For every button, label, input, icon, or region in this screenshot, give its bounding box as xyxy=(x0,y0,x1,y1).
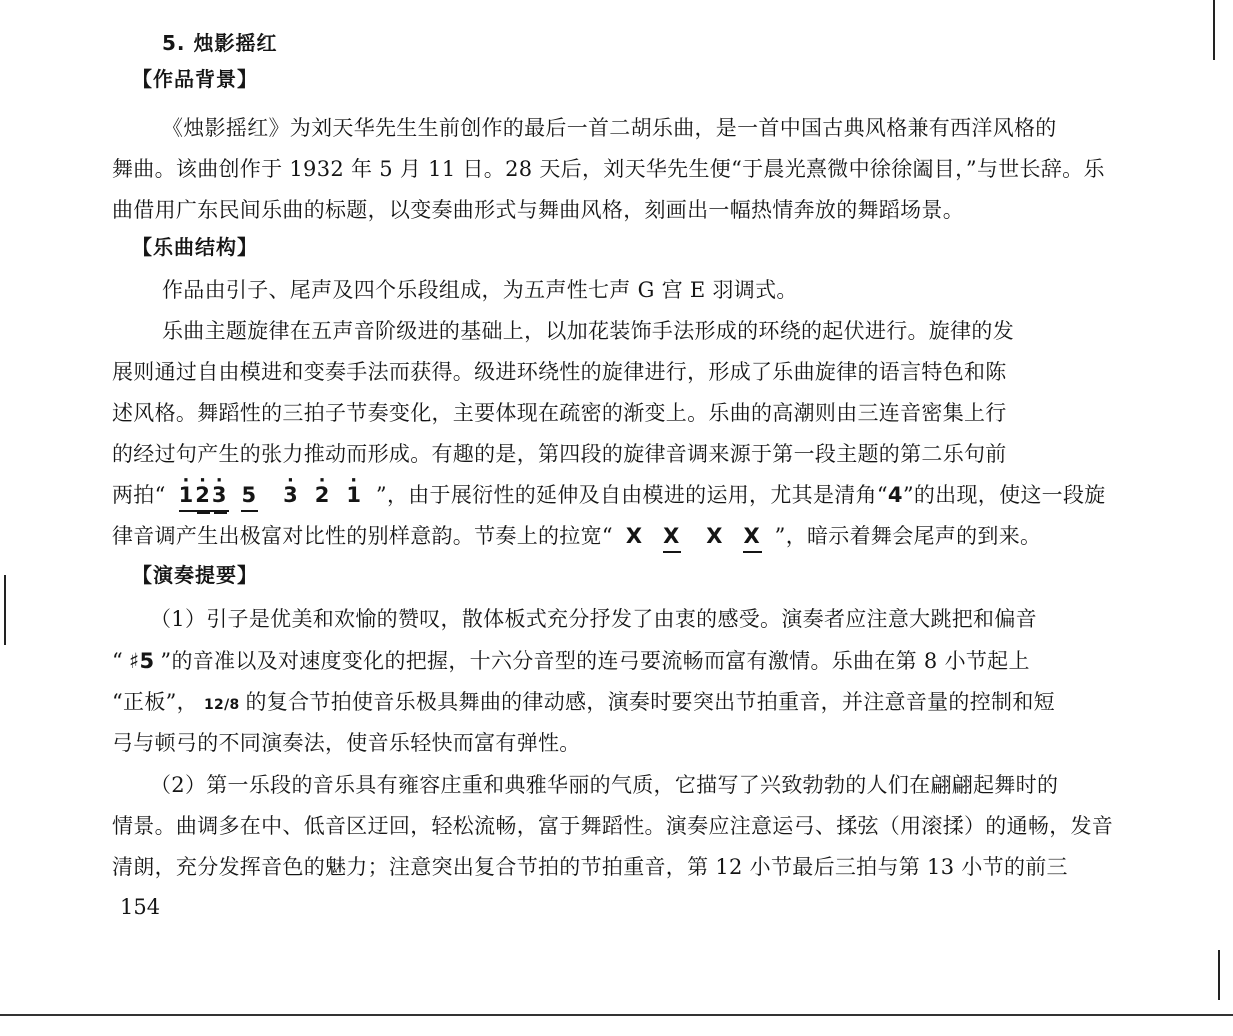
text-fragment: 律音调产生出极富对比性的别样意韵。节奏上的拉宽“ xyxy=(112,524,613,548)
time-signature: 12/8 xyxy=(203,697,240,713)
paragraph-line: 弓与顿弓的不同演奏法，使音乐轻快而富有弹性。 xyxy=(112,731,581,755)
paragraph-line-with-notation xyxy=(112,480,1106,512)
paragraph-line: 作品由引子、尾声及四个乐段组成，为五声性七声 G 宫 E 羽调式。 xyxy=(162,278,798,302)
jianpu-note: 5 xyxy=(241,480,258,512)
text-fragment: ”的音准以及对速度变化的把握，十六分音型的连弓要流畅而富有激情。乐曲在第 8 小节起上 xyxy=(160,649,1030,673)
scan-bottom-line xyxy=(0,1014,1233,1016)
jianpu-note: · 3 xyxy=(283,480,300,510)
paragraph-line: 述风格。舞蹈性的三拍子节奏变化，主要体现在疏密的渐变上。乐曲的高潮则由三连音密集上行 xyxy=(112,401,1007,425)
paragraph-line: 舞曲。该曲创作于 1932 年 5 月 11 日。28 天后，刘天华先生便“于晨光熹微中徐徐阖目，”与世长辞。乐 xyxy=(112,157,1105,181)
jianpu-note: · 3 xyxy=(212,480,229,512)
rhythm-mark: X xyxy=(663,521,681,553)
scan-edge-mark xyxy=(1218,950,1220,1000)
paragraph-line: 清朗，充分发挥音色的魅力；注意突出复合节拍的节拍重音，第 12 小节最后三拍与第 13 小节的前三 xyxy=(112,855,1068,879)
section-title: 5. 烛影摇红 xyxy=(162,31,278,55)
page-number: 154 xyxy=(120,895,161,919)
paragraph-line-with-rhythm xyxy=(112,521,1041,553)
rhythm-mark: X xyxy=(625,524,645,548)
rhythm-mark: X xyxy=(706,524,725,548)
jianpu-note: ♯5 xyxy=(129,649,155,673)
jianpu-note: · 1 xyxy=(179,480,196,512)
heading-performance: 【演奏提要】 xyxy=(132,563,258,587)
scan-edge-mark xyxy=(4,575,6,645)
paragraph-line: 曲借用广东民间乐曲的标题，以变奏曲形式与舞曲风格，刻画出一幅热情奔放的舞蹈场景。 xyxy=(112,198,964,222)
paragraph-line: 乐曲主题旋律在五声音阶级进的基础上，以加花装饰手法形成的环绕的起伏进行。旋律的发 xyxy=(162,319,1014,343)
rhythm-mark: X xyxy=(743,521,761,553)
rhythm-notation xyxy=(626,521,762,553)
paragraph-line-with-note xyxy=(112,646,1030,676)
paragraph-line: 的经过句产生的张力推动而形成。有趣的是，第四段的旋律音调来源于第一段主题的第二乐句前 xyxy=(112,442,1007,466)
scan-edge-mark xyxy=(1213,0,1215,60)
text-fragment: ”，由于展衍性的延伸及自由模进的运用，尤其是清角“ xyxy=(375,483,888,507)
text-fragment: ”的出现，使这一段旋 xyxy=(902,483,1106,507)
jianpu-note: 4 xyxy=(887,483,903,507)
paragraph-line-with-meter xyxy=(112,687,1055,720)
paragraph-line: （1）引子是优美和欢愉的赞叹，散体板式充分抒发了由衷的感受。演奏者应注意大跳把和偏音 xyxy=(150,607,1037,631)
paragraph-line: 展则通过自由模进和变奏手法而获得。级进环绕性的旋律进行，形成了乐曲旋律的语言特色和陈 xyxy=(112,360,1007,384)
paragraph-line: 《烛影摇红》为刘天华先生生前创作的最后一首二胡乐曲，是一首中国古典风格兼有西洋风格的 xyxy=(162,116,1057,140)
heading-structure: 【乐曲结构】 xyxy=(132,235,258,259)
text-fragment: “正板”， xyxy=(112,690,198,714)
text-fragment: 两拍“ xyxy=(112,483,166,507)
heading-background: 【作品背景】 xyxy=(132,67,258,91)
paragraph-line: （2）第一乐段的音乐具有雍容庄重和典雅华丽的气质，它描写了兴致勃勃的人们在翩翩起舞时的 xyxy=(150,773,1059,797)
jianpu-note: · 2 xyxy=(195,480,212,512)
paragraph-line: 情景。曲调多在中、低音区迂回，轻松流畅，富于舞蹈性。演奏应注意运弓、揉弦（用滚揉）的通畅，发音 xyxy=(112,814,1114,838)
text-fragment: 的复合节拍使音乐极具舞曲的律动感，演奏时要突出节拍重音，并注意音量的控制和短 xyxy=(245,690,1055,714)
jianpu-note: · 1 xyxy=(346,480,363,510)
text-fragment: “ xyxy=(112,649,124,673)
jianpu-note: · 2 xyxy=(315,480,332,510)
text-fragment: ”，暗示着舞会尾声的到来。 xyxy=(774,524,1042,548)
jianpu-notation xyxy=(179,480,363,512)
